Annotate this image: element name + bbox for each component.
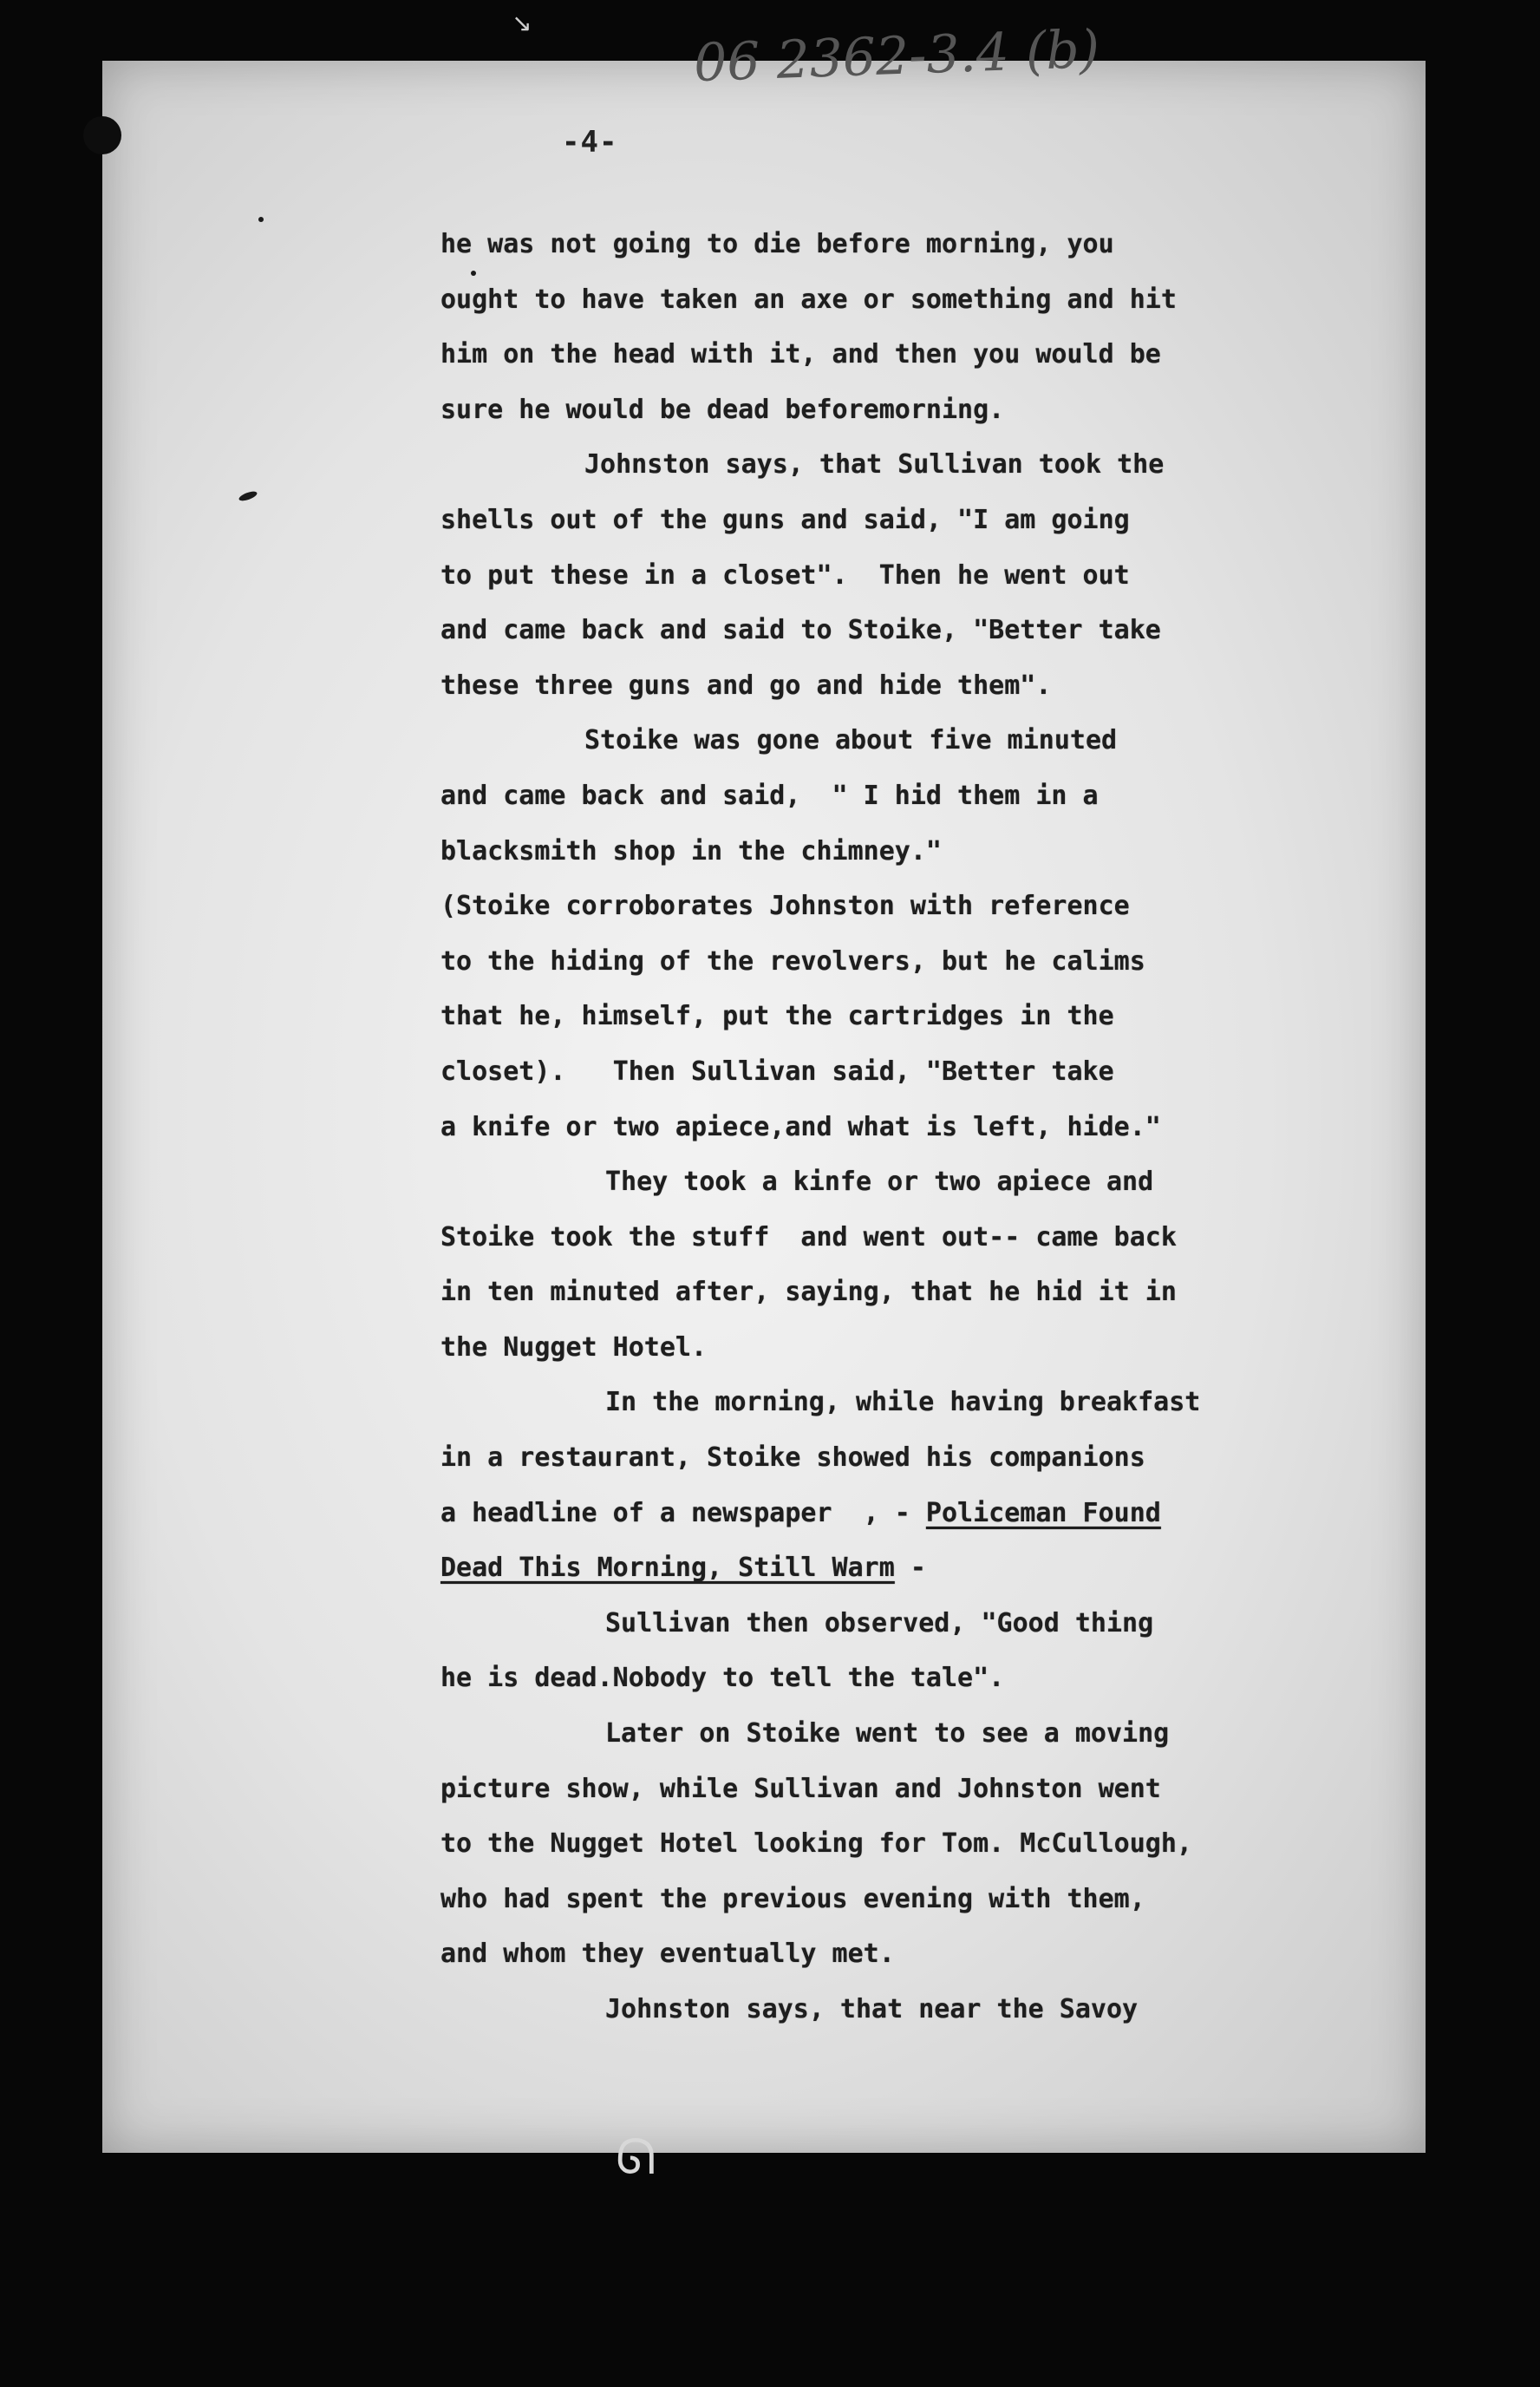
text-line: these three guns and go and hide them". — [440, 670, 1052, 701]
text-fragment: Then Sullivan said, "Better take — [612, 1056, 1114, 1087]
text-line — [440, 1486, 1342, 1541]
text-line — [440, 1044, 1342, 1100]
text-line: (Stoike corroborates Johnston with reference — [440, 891, 1130, 922]
text-line: blacksmith shop in the chimney." — [440, 835, 942, 867]
text-line: he was not going to die before morning, you — [440, 229, 1114, 259]
text-line: the Nugget Hotel. — [440, 1331, 708, 1363]
text-line: ought to have taken an axe or something and hit — [440, 284, 1177, 315]
text-line: picture show, while Sullivan and Johnston went — [440, 1773, 1161, 1804]
text-line: him on the head with it, and then you would be — [440, 339, 1161, 370]
text-line: In the morning, while having breakfast — [605, 1387, 1201, 1418]
text-line: who had spent the previous evening with them, — [440, 1883, 1145, 1914]
text-line: They took a kinfe or two apiece and — [605, 1167, 1154, 1198]
text-line: Later on Stoike went to see a moving — [605, 1718, 1170, 1749]
text-fragment: a headline of a newspaper , - — [440, 1497, 910, 1528]
text-line: Johnston says, that Sullivan took the — [584, 449, 1165, 481]
text-line: a knife or two apiece,and what is left, hide." — [440, 1111, 1161, 1142]
text-line: to put these in a closet". Then he went out — [440, 559, 1130, 591]
text-line: and whom they eventually met. — [440, 1939, 895, 1970]
film-edge-mark: ᘏ — [616, 2129, 656, 2186]
punch-hole — [83, 116, 121, 154]
text-line: sure he would be dead beforemorning. — [440, 394, 1005, 425]
text-fragment: closet). — [440, 1056, 566, 1087]
text-line: to the hiding of the revolvers, but he calims — [440, 945, 1145, 977]
text-line: Sullivan then observed, "Good thing — [605, 1607, 1154, 1638]
text-line: Johnston says, that near the Savoy — [605, 1994, 1139, 2024]
text-line: and came back and said to Stoike, "Better take — [440, 615, 1161, 646]
text-line: Stoike was gone about five minuted — [584, 725, 1118, 756]
text-line: Stoike took the stuff and went out-- came back — [440, 1221, 1177, 1252]
archive-reference: 06 2362-3.4 (b) — [692, 18, 1101, 95]
text-line: in a restaurant, Stoike showed his companions — [440, 1442, 1145, 1474]
text-line: that he, himself, put the cartridges in the — [440, 1001, 1114, 1032]
text-line: to the Nugget Hotel looking for Tom. McCullough, — [440, 1828, 1192, 1860]
dust-speck — [258, 217, 264, 222]
text-line: shells out of the guns and said, "I am going — [440, 504, 1130, 535]
headline-underlined: Policeman Found — [925, 1497, 1161, 1528]
headline-underlined: Dead This Morning, Still Warm — [440, 1553, 895, 1584]
text-line: and came back and said, " I hid them in a — [440, 780, 1099, 811]
document-body — [440, 217, 1342, 2037]
film-edge-mark: ↘ — [512, 9, 532, 37]
text-line: in ten minuted after, saying, that he hid it in — [440, 1277, 1177, 1308]
text-line: he is dead.Nobody to tell the tale". — [440, 1663, 1005, 1694]
page-number: -4- — [562, 125, 618, 160]
text-line: Dead This Morning, Still Warm - — [440, 1553, 926, 1584]
